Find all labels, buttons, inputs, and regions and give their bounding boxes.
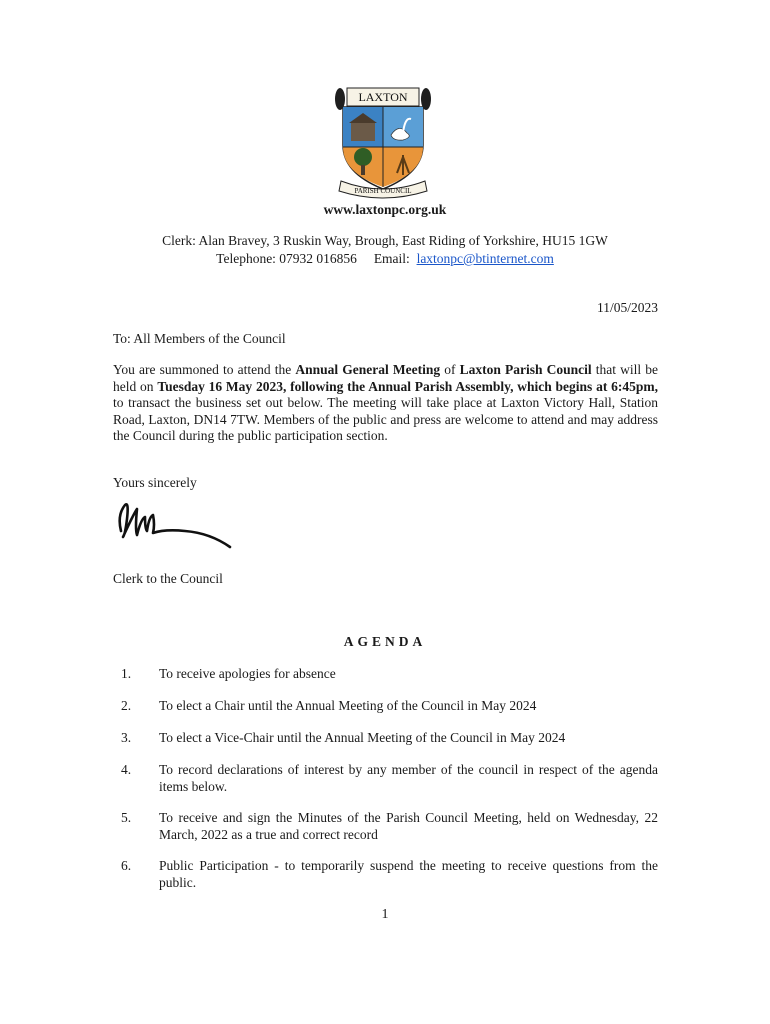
agenda-item xyxy=(113,858,658,891)
agenda-item xyxy=(113,730,658,747)
agenda-item-number: 1. xyxy=(121,666,132,681)
contact-line xyxy=(0,251,770,267)
page-number: 1 xyxy=(381,907,389,922)
parish-crest-logo xyxy=(333,85,433,200)
agenda-item-number: 6. xyxy=(121,858,132,873)
agenda-item-text: To elect a Chair until the Annual Meeting of the Council in May 2024 xyxy=(159,698,537,713)
email-link[interactable]: laxtonpc@btinternet.com xyxy=(416,251,554,266)
crest-title: LAXTON xyxy=(358,90,408,104)
crest-banner: PARISH COUNCIL xyxy=(354,187,412,195)
letter-date: 11/05/2023 xyxy=(596,300,658,315)
agenda-item-number: 2. xyxy=(121,698,132,713)
agenda-item xyxy=(113,810,658,843)
agenda-item xyxy=(113,762,658,795)
agenda-item-text: To receive apologies for absence xyxy=(159,666,336,681)
agenda-item xyxy=(113,698,658,715)
signoff: Clerk to the Council xyxy=(113,571,223,586)
handwritten-signature xyxy=(115,495,235,555)
website-url[interactable]: www.laxtonpc.org.uk xyxy=(323,202,447,217)
agenda-item-number: 5. xyxy=(121,810,132,825)
agenda-item-text: To receive and sign the Minutes of the Parish Council Meeting, held on Wednesday, 22 March, 2022 as a true and correct record xyxy=(159,810,658,842)
summons-paragraph: You are summoned to attend the Annual General Meeting of Laxton Parish Council that will be held on Tuesday 16 May 2023, following the Annual Parish Assembly, which begins at 6:45pm, to transact the business set out below. The meeting will take place at Laxton Victory Hall, Station Road, Laxton, DN14 7TW. Members of the public and press are welcome to attend and may address the Council during the public participation section. xyxy=(113,362,658,443)
agenda-item-number: 4. xyxy=(121,762,132,777)
agenda-item xyxy=(113,666,658,683)
recipient-line: To: All Members of the Council xyxy=(113,331,286,346)
agenda-item-number: 3. xyxy=(121,730,132,745)
agenda-item-text: To elect a Vice-Chair until the Annual Meeting of the Council in May 2024 xyxy=(159,730,566,745)
agenda-item-text: To record declarations of interest by any member of the council in respect of the agenda items below. xyxy=(159,762,658,794)
telephone: Telephone: 07932 016856 xyxy=(216,251,357,266)
agenda-heading: AGENDA xyxy=(343,634,427,649)
clerk-address: Clerk: Alan Bravey, 3 Ruskin Way, Brough, East Riding of Yorkshire, HU15 1GW xyxy=(162,233,608,248)
agenda-item-text: Public Participation - to temporarily suspend the meeting to receive questions from the public. xyxy=(159,858,658,890)
closing: Yours sincerely xyxy=(113,475,197,490)
email-label: Email: xyxy=(373,251,410,266)
